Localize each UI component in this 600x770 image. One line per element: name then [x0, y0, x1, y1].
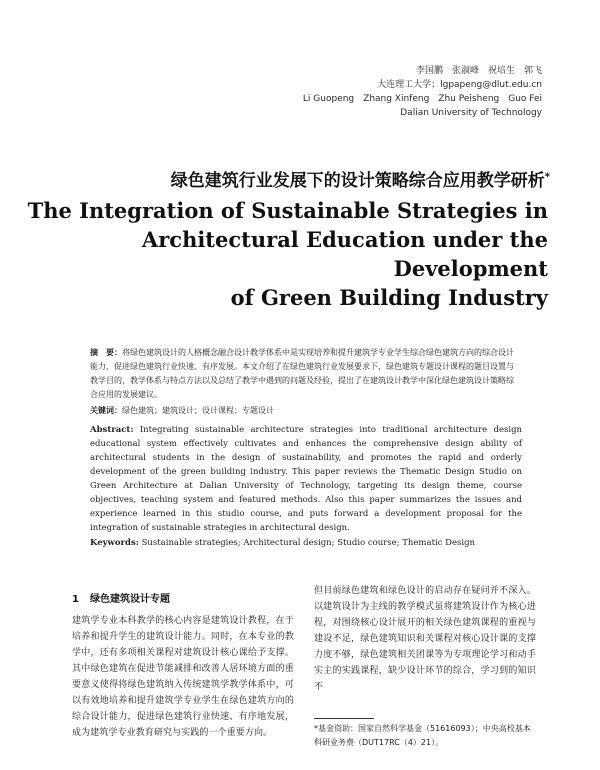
section-number: 1 [72, 594, 79, 605]
author-block [242, 64, 542, 120]
section-heading [72, 590, 170, 605]
title-footnote-mark: * [544, 171, 550, 183]
abstract-en-text: Integrating sustainable architecture strategies into traditional architecture design educational system effectively cultivates and enhances the comprehensive design ability of architectural students in the design of sustainability, and promotes the rapid and orderly development of the green building industry. This paper reviews the Thematic Design Studio on Green Architecture at Dalian University of Technology, targeting its design theme, course objectives, teaching system and featured methods. Also this paper summarizes the issues and experience learned in this studio course, and puts forward a development proposal for the integration of sustainable strategies in architectural design. [90, 425, 522, 533]
keywords-cn-label: 关键词： [90, 406, 122, 415]
author-names-en: Li Guopeng Zhang Xinfeng Zhu Peisheng Guo Fei [302, 94, 542, 104]
keywords-en-text: Sustainable strategies; Architectural design; Studio course; Thematic Design [141, 538, 476, 548]
title-chinese [0, 166, 550, 191]
section-title: 绿色建筑设计专题 [90, 594, 170, 605]
keywords-en-label: Keywords: [90, 538, 139, 548]
title-en-line-1: The Integration of Sustainable Strategies in [27, 198, 548, 223]
title-en-line-2: Architectural Education under the Development [141, 227, 548, 281]
abstract-en-label: Abstract: [90, 425, 134, 435]
title-en-line-3: of Green Building Industry [230, 285, 548, 310]
keywords-english [90, 536, 522, 550]
title-cn-text: 绿色建筑行业发展下的设计策略综合应用教学研析 [170, 171, 545, 191]
keywords-cn-text: 绿色建筑；建筑设计；设计课程；专题设计 [122, 406, 274, 415]
abstract-english [90, 423, 522, 535]
footnote-divider [314, 718, 374, 719]
body-text-right-column: 但目前绿色建筑和绿色设计的启动存在疑问并不深入。以建筑设计为主线的教学模式虽将建筑设计作为核心进程，对围绕核心设计展开的相关绿色建筑课程的重视与建设不足，绿色建筑知识和关课程对核心设计课的支撑力度不够，绿色建筑相关团课等为专项理论学习和动手实主的实践课程，缺少设计环节的综合，学习到的知识不 [314, 586, 536, 692]
keywords-chinese [90, 404, 520, 418]
footnote: *基金资助：国家自然科学基金（51616093）；中央高校基本科研业务费（DUT17RC（4）21）。 [314, 724, 531, 747]
abstract-cn-text: 将绿色建筑设计的人格概念融合设计教学体系中是实现培养和提升建筑学专业学生综合绿色建筑方向的综合设计能力，促进绿色建筑行业快速、有序发展。本文介绍了在绿色建筑行业发展要求下，绿色建筑专题设计课程的题目设置与教学目的，教学体系与特点方法以及总结了教学中遇到的问题及经验，提出了在建筑设计教学中深化绿色建筑设计策略综合应用的发展建议。 [90, 348, 514, 399]
author-affiliation-cn: 大连理工大学；lgpapeng@dlut.edu.cn [377, 80, 542, 90]
body-text-left-column: 建筑学专业本科教学的核心内容是建筑设计教程，在于培养和提升学生的建筑设计能力。同时，在本专业的教学中，还有多项相关课程对建筑设计核心课给予支撑。其中绿色建筑在促进节能减排和改善人居环境方面的重要意义使得将绿色建筑纳入传统建筑学教学体系中，可以有效地培养和提升建筑学专业学生在绿色建筑方向的综合设计能力，促进绿色建筑行业快速、有序地发展，成为建筑学专业教育研究与实践的一个重要方向。 [72, 616, 294, 738]
author-names-cn: 李国鹏 张淑峰 祝培生 郭飞 [415, 66, 542, 76]
author-affiliation-en: Dalian University of Technology [400, 108, 542, 118]
abstract-chinese [90, 346, 520, 402]
abstract-cn-label: 摘 要： [90, 348, 122, 357]
title-english [0, 196, 548, 312]
